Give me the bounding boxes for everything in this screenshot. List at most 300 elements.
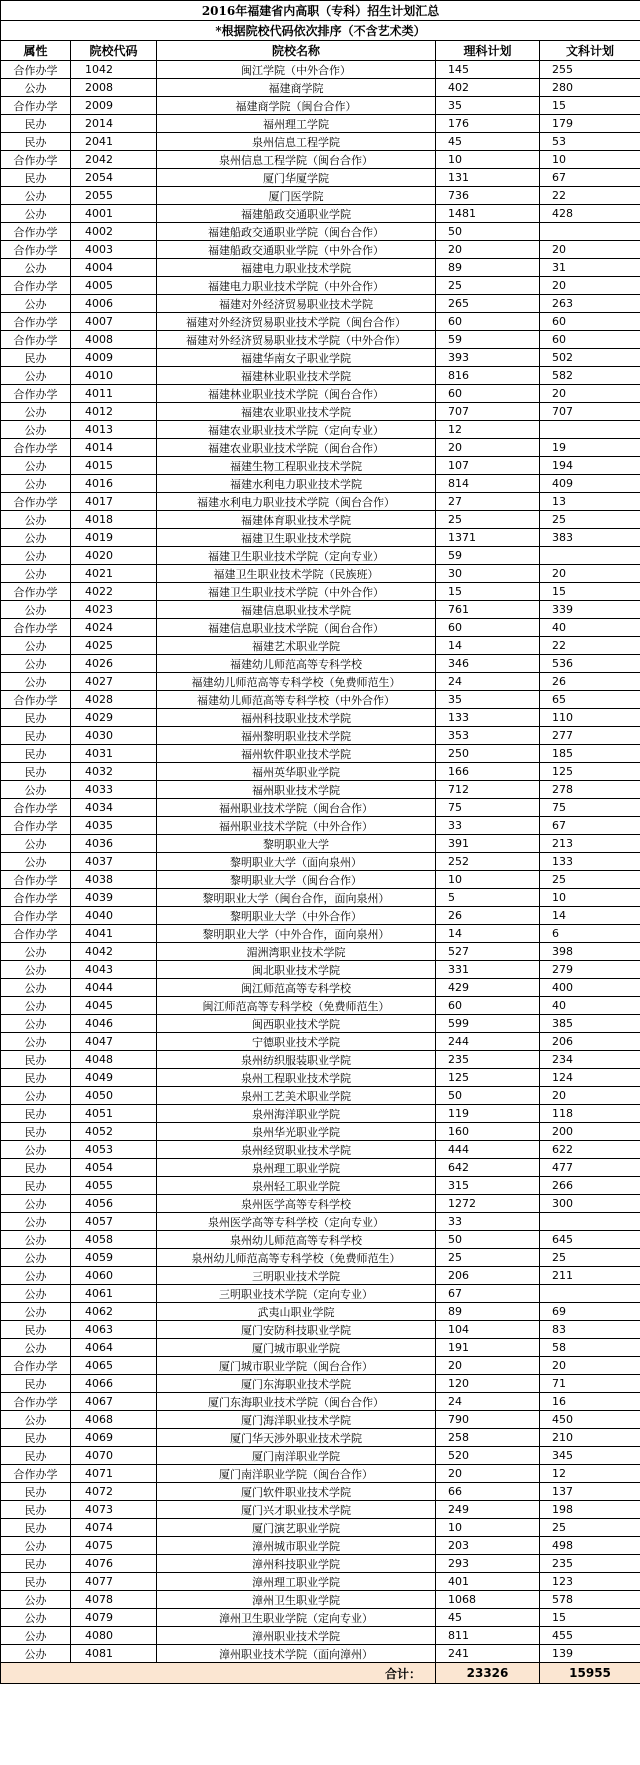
arts-plan-cell: 198 [540, 1501, 640, 1519]
school-type-cell: 公办 [1, 403, 71, 421]
arts-plan-cell [540, 223, 640, 241]
school-type-cell: 公办 [1, 1285, 71, 1303]
table-row [1, 331, 640, 349]
arts-plan-cell: 255 [540, 61, 640, 79]
school-name-cell: 漳州职业技术学院 [157, 1627, 436, 1645]
science-plan-cell: 393 [436, 349, 540, 367]
school-type-cell: 公办 [1, 1627, 71, 1645]
school-name-cell: 泉州工程职业技术学院 [157, 1069, 436, 1087]
school-code-cell: 4038 [71, 871, 157, 889]
table-row [1, 619, 640, 637]
column-header-type: 属性 [1, 41, 71, 61]
school-type-cell: 公办 [1, 601, 71, 619]
science-plan-cell: 60 [436, 997, 540, 1015]
school-type-cell: 合作办学 [1, 619, 71, 637]
school-name-cell: 厦门海洋职业技术学院 [157, 1411, 436, 1429]
table-row [1, 187, 640, 205]
school-name-cell: 漳州科技职业学院 [157, 1555, 436, 1573]
school-type-cell: 公办 [1, 1267, 71, 1285]
school-name-cell: 厦门南洋职业学院（闽台合作） [157, 1465, 436, 1483]
school-code-cell: 4008 [71, 331, 157, 349]
school-code-cell: 4030 [71, 727, 157, 745]
table-row [1, 907, 640, 925]
school-type-cell: 合作办学 [1, 313, 71, 331]
science-plan-cell: 45 [436, 1609, 540, 1627]
science-plan-cell: 14 [436, 637, 540, 655]
school-type-cell: 公办 [1, 1195, 71, 1213]
school-type-cell: 合作办学 [1, 583, 71, 601]
table-row [1, 745, 640, 763]
school-name-cell: 福建船政交通职业学院（中外合作） [157, 241, 436, 259]
school-type-cell: 合作办学 [1, 817, 71, 835]
school-type-cell: 公办 [1, 1591, 71, 1609]
school-type-cell: 公办 [1, 475, 71, 493]
table-row [1, 925, 640, 943]
school-type-cell: 公办 [1, 1249, 71, 1267]
school-code-cell: 4065 [71, 1357, 157, 1375]
science-plan-cell: 120 [436, 1375, 540, 1393]
arts-plan-cell: 118 [540, 1105, 640, 1123]
school-code-cell: 2008 [71, 79, 157, 97]
table-row [1, 583, 640, 601]
school-type-cell: 公办 [1, 547, 71, 565]
school-type-cell: 公办 [1, 1645, 71, 1663]
school-name-cell: 福建卫生职业技术学院（民族班） [157, 565, 436, 583]
science-plan-cell: 20 [436, 439, 540, 457]
school-type-cell: 公办 [1, 1213, 71, 1231]
school-name-cell: 厦门软件职业技术学院 [157, 1483, 436, 1501]
table-row [1, 277, 640, 295]
table-row [1, 1645, 640, 1663]
school-name-cell: 福州理工学院 [157, 115, 436, 133]
school-code-cell: 4028 [71, 691, 157, 709]
school-name-cell: 闽西职业技术学院 [157, 1015, 436, 1033]
arts-plan-cell: 67 [540, 817, 640, 835]
school-type-cell: 合作办学 [1, 1357, 71, 1375]
arts-plan-cell: 40 [540, 619, 640, 637]
arts-plan-cell: 58 [540, 1339, 640, 1357]
school-name-cell: 厦门城市职业学院（闽台合作） [157, 1357, 436, 1375]
school-name-cell: 泉州工艺美术职业学院 [157, 1087, 436, 1105]
school-code-cell: 4021 [71, 565, 157, 583]
school-code-cell: 4041 [71, 925, 157, 943]
school-code-cell: 4080 [71, 1627, 157, 1645]
school-name-cell: 厦门华厦学院 [157, 169, 436, 187]
school-code-cell: 4048 [71, 1051, 157, 1069]
school-code-cell: 4009 [71, 349, 157, 367]
arts-plan-cell: 383 [540, 529, 640, 547]
school-name-cell: 泉州纺织服装职业学院 [157, 1051, 436, 1069]
science-plan-cell: 402 [436, 79, 540, 97]
school-name-cell: 福建水利电力职业技术学院 [157, 475, 436, 493]
school-code-cell: 4076 [71, 1555, 157, 1573]
school-name-cell: 闽江师范高等专科学校（免费师范生） [157, 997, 436, 1015]
arts-plan-cell: 60 [540, 331, 640, 349]
arts-plan-cell: 15 [540, 1609, 640, 1627]
science-plan-cell: 250 [436, 745, 540, 763]
table-row [1, 799, 640, 817]
table-row [1, 1177, 640, 1195]
table-row [1, 691, 640, 709]
science-plan-cell: 66 [436, 1483, 540, 1501]
table-row [1, 151, 640, 169]
school-code-cell: 2055 [71, 187, 157, 205]
arts-plan-cell: 263 [540, 295, 640, 313]
school-name-cell: 福建电力职业技术学院 [157, 259, 436, 277]
school-name-cell: 福建电力职业技术学院（中外合作） [157, 277, 436, 295]
school-code-cell: 4026 [71, 655, 157, 673]
school-type-cell: 民办 [1, 1447, 71, 1465]
science-plan-cell: 25 [436, 277, 540, 295]
school-code-cell: 4034 [71, 799, 157, 817]
science-plan-cell: 60 [436, 385, 540, 403]
school-type-cell: 合作办学 [1, 97, 71, 115]
table-row [1, 1357, 640, 1375]
school-type-cell: 公办 [1, 1339, 71, 1357]
table-row [1, 997, 640, 1015]
school-code-cell: 4011 [71, 385, 157, 403]
total-science: 23326 [436, 1663, 540, 1684]
total-arts: 15955 [540, 1663, 640, 1684]
science-plan-cell: 814 [436, 475, 540, 493]
school-code-cell: 4060 [71, 1267, 157, 1285]
table-row [1, 637, 640, 655]
school-name-cell: 福建农业职业技术学院 [157, 403, 436, 421]
school-name-cell: 福州黎明职业技术学院 [157, 727, 436, 745]
school-type-cell: 民办 [1, 1159, 71, 1177]
school-type-cell: 公办 [1, 943, 71, 961]
school-code-cell: 4035 [71, 817, 157, 835]
arts-plan-cell: 277 [540, 727, 640, 745]
school-code-cell: 4023 [71, 601, 157, 619]
school-name-cell: 厦门安防科技职业学院 [157, 1321, 436, 1339]
science-plan-cell: 35 [436, 691, 540, 709]
school-type-cell: 公办 [1, 961, 71, 979]
school-type-cell: 民办 [1, 1573, 71, 1591]
school-name-cell: 漳州城市职业学院 [157, 1537, 436, 1555]
school-code-cell: 4033 [71, 781, 157, 799]
school-name-cell: 泉州理工职业学院 [157, 1159, 436, 1177]
science-plan-cell: 145 [436, 61, 540, 79]
table-row [1, 457, 640, 475]
table-row [1, 349, 640, 367]
school-code-cell: 4068 [71, 1411, 157, 1429]
school-name-cell: 漳州职业技术学院（面向漳州） [157, 1645, 436, 1663]
school-name-cell: 武夷山职业学院 [157, 1303, 436, 1321]
school-name-cell: 厦门华天涉外职业技术学院 [157, 1429, 436, 1447]
school-type-cell: 合作办学 [1, 61, 71, 79]
school-code-cell: 4020 [71, 547, 157, 565]
school-type-cell: 民办 [1, 1429, 71, 1447]
school-code-cell: 4051 [71, 1105, 157, 1123]
arts-plan-cell: 428 [540, 205, 640, 223]
table-title-row [1, 1, 640, 21]
science-plan-cell: 293 [436, 1555, 540, 1573]
school-name-cell: 黎明职业大学（中外合作） [157, 907, 436, 925]
table-row [1, 169, 640, 187]
school-type-cell: 民办 [1, 1501, 71, 1519]
table-row [1, 1087, 640, 1105]
science-plan-cell: 24 [436, 1393, 540, 1411]
school-name-cell: 福建幼儿师范高等专科学校 [157, 655, 436, 673]
table-subtitle: *根据院校代码依次排序（不含艺术类） [1, 21, 640, 41]
arts-plan-cell: 498 [540, 1537, 640, 1555]
science-plan-cell: 59 [436, 331, 540, 349]
school-code-cell: 4046 [71, 1015, 157, 1033]
school-code-cell: 2041 [71, 133, 157, 151]
table-row [1, 1213, 640, 1231]
school-code-cell: 4057 [71, 1213, 157, 1231]
school-type-cell: 公办 [1, 511, 71, 529]
table-row [1, 1537, 640, 1555]
table-row [1, 133, 640, 151]
science-plan-cell: 642 [436, 1159, 540, 1177]
arts-plan-cell: 213 [540, 835, 640, 853]
arts-plan-cell: 645 [540, 1231, 640, 1249]
school-code-cell: 4013 [71, 421, 157, 439]
school-type-cell: 民办 [1, 727, 71, 745]
table-row [1, 1267, 640, 1285]
school-type-cell: 合作办学 [1, 331, 71, 349]
table-row [1, 223, 640, 241]
science-plan-cell: 60 [436, 619, 540, 637]
table-row [1, 961, 640, 979]
school-code-cell: 4070 [71, 1447, 157, 1465]
arts-plan-cell: 234 [540, 1051, 640, 1069]
school-name-cell: 福州软件职业技术学院 [157, 745, 436, 763]
science-plan-cell: 50 [436, 1231, 540, 1249]
school-code-cell: 4025 [71, 637, 157, 655]
school-name-cell: 泉州信息工程学院 [157, 133, 436, 151]
school-code-cell: 2009 [71, 97, 157, 115]
science-plan-cell: 14 [436, 925, 540, 943]
school-code-cell: 4004 [71, 259, 157, 277]
science-plan-cell: 89 [436, 259, 540, 277]
arts-plan-cell: 20 [540, 277, 640, 295]
science-plan-cell: 10 [436, 1519, 540, 1537]
arts-plan-cell: 75 [540, 799, 640, 817]
table-row [1, 1015, 640, 1033]
table-row [1, 1231, 640, 1249]
school-type-cell: 合作办学 [1, 439, 71, 457]
arts-plan-cell: 266 [540, 1177, 640, 1195]
science-plan-cell: 353 [436, 727, 540, 745]
school-code-cell: 2042 [71, 151, 157, 169]
science-plan-cell: 816 [436, 367, 540, 385]
school-name-cell: 福建船政交通职业学院 [157, 205, 436, 223]
arts-plan-cell: 502 [540, 349, 640, 367]
table-row [1, 511, 640, 529]
total-label: 合计： [1, 1663, 436, 1684]
school-name-cell: 泉州幼儿师范高等专科学校 [157, 1231, 436, 1249]
school-type-cell: 民办 [1, 709, 71, 727]
school-name-cell: 福建水利电力职业技术学院（闽台合作） [157, 493, 436, 511]
science-plan-cell: 25 [436, 511, 540, 529]
school-code-cell: 4037 [71, 853, 157, 871]
table-row [1, 1393, 640, 1411]
table-row [1, 385, 640, 403]
table-row [1, 421, 640, 439]
school-name-cell: 福建艺术职业学院 [157, 637, 436, 655]
table-row [1, 565, 640, 583]
school-code-cell: 4031 [71, 745, 157, 763]
school-name-cell: 福州职业技术学院 [157, 781, 436, 799]
school-name-cell: 福建对外经济贸易职业技术学院（闽台合作） [157, 313, 436, 331]
arts-plan-cell: 400 [540, 979, 640, 997]
table-row [1, 529, 640, 547]
arts-plan-cell: 25 [540, 1249, 640, 1267]
table-row [1, 1411, 640, 1429]
table-row [1, 313, 640, 331]
science-plan-cell: 131 [436, 169, 540, 187]
school-code-cell: 4073 [71, 1501, 157, 1519]
school-type-cell: 公办 [1, 655, 71, 673]
school-type-cell: 公办 [1, 1303, 71, 1321]
school-type-cell: 合作办学 [1, 871, 71, 889]
science-plan-cell: 736 [436, 187, 540, 205]
arts-plan-cell: 124 [540, 1069, 640, 1087]
school-code-cell: 4040 [71, 907, 157, 925]
table-row [1, 943, 640, 961]
table-row [1, 205, 640, 223]
arts-plan-cell: 13 [540, 493, 640, 511]
table-row [1, 1123, 640, 1141]
arts-plan-cell: 83 [540, 1321, 640, 1339]
science-plan-cell: 26 [436, 907, 540, 925]
school-name-cell: 福建农业职业技术学院（定向专业） [157, 421, 436, 439]
school-type-cell: 公办 [1, 1609, 71, 1627]
table-row [1, 835, 640, 853]
school-name-cell: 福建华南女子职业学院 [157, 349, 436, 367]
school-type-cell: 民办 [1, 1519, 71, 1537]
school-type-cell: 民办 [1, 745, 71, 763]
school-type-cell: 合作办学 [1, 151, 71, 169]
table-row [1, 673, 640, 691]
school-code-cell: 4050 [71, 1087, 157, 1105]
table-row [1, 1609, 640, 1627]
school-type-cell: 公办 [1, 187, 71, 205]
school-code-cell: 4055 [71, 1177, 157, 1195]
school-type-cell: 民办 [1, 1375, 71, 1393]
arts-plan-cell: 339 [540, 601, 640, 619]
science-plan-cell: 244 [436, 1033, 540, 1051]
table-row [1, 979, 640, 997]
school-type-cell: 合作办学 [1, 277, 71, 295]
school-name-cell: 福建幼儿师范高等专科学校（免费师范生） [157, 673, 436, 691]
science-plan-cell: 315 [436, 1177, 540, 1195]
science-plan-cell: 520 [436, 1447, 540, 1465]
arts-plan-cell: 210 [540, 1429, 640, 1447]
school-code-cell: 4014 [71, 439, 157, 457]
science-plan-cell: 176 [436, 115, 540, 133]
school-name-cell: 福建商学院 [157, 79, 436, 97]
science-plan-cell: 27 [436, 493, 540, 511]
arts-plan-cell: 65 [540, 691, 640, 709]
arts-plan-cell: 31 [540, 259, 640, 277]
science-plan-cell: 50 [436, 1087, 540, 1105]
column-header-science: 理科计划 [436, 41, 540, 61]
school-name-cell: 福建林业职业技术学院 [157, 367, 436, 385]
school-code-cell: 4036 [71, 835, 157, 853]
arts-plan-cell: 20 [540, 565, 640, 583]
school-code-cell: 4018 [71, 511, 157, 529]
arts-plan-cell: 179 [540, 115, 640, 133]
science-plan-cell: 104 [436, 1321, 540, 1339]
total-row [1, 1663, 640, 1684]
science-plan-cell: 89 [436, 1303, 540, 1321]
school-code-cell: 4054 [71, 1159, 157, 1177]
school-type-cell: 合作办学 [1, 889, 71, 907]
science-plan-cell: 75 [436, 799, 540, 817]
arts-plan-cell: 20 [540, 385, 640, 403]
school-name-cell: 黎明职业大学（闽台合作） [157, 871, 436, 889]
school-code-cell: 4066 [71, 1375, 157, 1393]
arts-plan-cell [540, 421, 640, 439]
table-row [1, 709, 640, 727]
table-row [1, 1285, 640, 1303]
arts-plan-cell: 194 [540, 457, 640, 475]
school-code-cell: 4019 [71, 529, 157, 547]
arts-plan-cell: 279 [540, 961, 640, 979]
science-plan-cell: 15 [436, 583, 540, 601]
school-code-cell: 4077 [71, 1573, 157, 1591]
school-type-cell: 合作办学 [1, 1393, 71, 1411]
school-name-cell: 三明职业技术学院（定向专业） [157, 1285, 436, 1303]
table-row [1, 1321, 640, 1339]
science-plan-cell: 527 [436, 943, 540, 961]
school-name-cell: 泉州幼儿师范高等专科学校（免费师范生） [157, 1249, 436, 1267]
school-code-cell: 4081 [71, 1645, 157, 1663]
arts-plan-cell: 125 [540, 763, 640, 781]
school-type-cell: 公办 [1, 565, 71, 583]
arts-plan-cell: 22 [540, 637, 640, 655]
column-header-arts: 文科计划 [540, 41, 640, 61]
arts-plan-cell: 385 [540, 1015, 640, 1033]
table-row [1, 1249, 640, 1267]
school-name-cell: 三明职业技术学院 [157, 1267, 436, 1285]
table-row [1, 817, 640, 835]
school-type-cell: 公办 [1, 367, 71, 385]
arts-plan-cell: 133 [540, 853, 640, 871]
science-plan-cell: 33 [436, 1213, 540, 1231]
science-plan-cell: 20 [436, 241, 540, 259]
arts-plan-cell: 12 [540, 1465, 640, 1483]
science-plan-cell: 206 [436, 1267, 540, 1285]
arts-plan-cell: 71 [540, 1375, 640, 1393]
school-code-cell: 4079 [71, 1609, 157, 1627]
arts-plan-cell: 450 [540, 1411, 640, 1429]
school-code-cell: 4069 [71, 1429, 157, 1447]
school-name-cell: 泉州轻工职业学院 [157, 1177, 436, 1195]
science-plan-cell: 191 [436, 1339, 540, 1357]
school-type-cell: 民办 [1, 169, 71, 187]
arts-plan-cell [540, 547, 640, 565]
school-code-cell: 1042 [71, 61, 157, 79]
school-name-cell: 厦门医学院 [157, 187, 436, 205]
science-plan-cell: 241 [436, 1645, 540, 1663]
school-type-cell: 合作办学 [1, 493, 71, 511]
arts-plan-cell: 20 [540, 1357, 640, 1375]
science-plan-cell: 761 [436, 601, 540, 619]
school-type-cell: 民办 [1, 133, 71, 151]
school-code-cell: 4024 [71, 619, 157, 637]
table-row [1, 1159, 640, 1177]
school-code-cell: 4032 [71, 763, 157, 781]
school-type-cell: 公办 [1, 1537, 71, 1555]
arts-plan-cell: 185 [540, 745, 640, 763]
science-plan-cell: 707 [436, 403, 540, 421]
school-code-cell: 4029 [71, 709, 157, 727]
